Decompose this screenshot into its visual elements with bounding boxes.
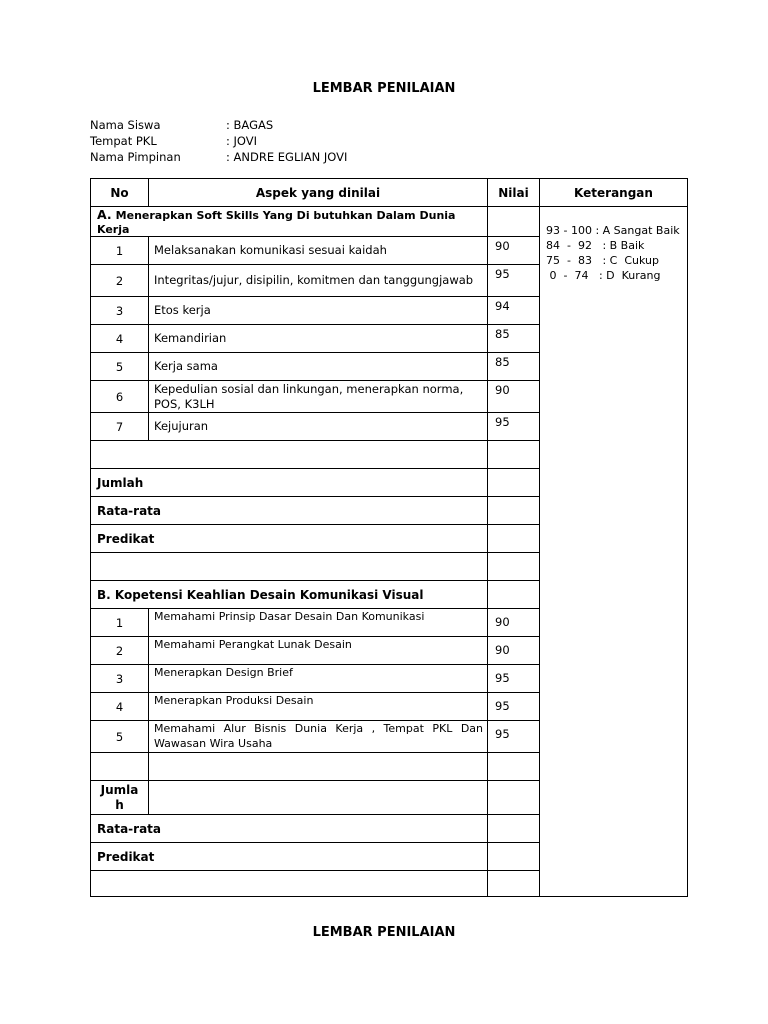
- row-no: 1: [91, 237, 149, 265]
- jumlah-b-aspek: [149, 781, 488, 815]
- legend-d: 0 - 74 : D Kurang: [546, 269, 661, 282]
- row-aspek: Kemandirian: [149, 325, 488, 353]
- rata-b-label: Rata-rata: [91, 815, 488, 843]
- row-no: 2: [91, 637, 149, 665]
- section-a-prefix: A.: [97, 207, 112, 222]
- legend-b: 84 - 92 : B Baik: [546, 239, 645, 252]
- header-keterangan: Keterangan: [540, 179, 688, 207]
- table-header-row: [91, 179, 688, 207]
- section-a-text: Menerapkan Soft Skills Yang Di butuhkan Dalam Dunia Kerja: [97, 209, 456, 236]
- student-name-label: Nama Siswa: [90, 118, 161, 132]
- empty-nilai: [488, 441, 540, 469]
- row-nilai: 90: [488, 609, 540, 637]
- row-no: 2: [91, 265, 149, 297]
- header-aspek: Aspek yang dinilai: [149, 179, 488, 207]
- row-nilai: 95: [488, 413, 540, 441]
- section-b-title: B. Kopetensi Keahlian Desain Komunikasi Visual: [91, 581, 488, 609]
- empty-cell: [91, 871, 488, 897]
- page-title: LEMBAR PENILAIAN: [312, 81, 456, 96]
- row-aspek: Memahami Alur Bisnis Dunia Kerja , Tempat PKL Dan Wawasan Wira Usaha: [149, 721, 488, 753]
- empty-nilai: [488, 871, 540, 897]
- row-aspek: Etos kerja: [149, 297, 488, 325]
- pkl-place-label: Tempat PKL: [90, 134, 157, 148]
- jumlah-b-label-line1: Jumla: [100, 782, 139, 797]
- row-aspek: Memahami Prinsip Dasar Desain Dan Komunikasi: [149, 609, 488, 637]
- row-no: 6: [91, 381, 149, 413]
- empty-cell: [149, 753, 488, 781]
- jumlah-b-nilai: [488, 781, 540, 815]
- row-nilai: 90: [488, 637, 540, 665]
- empty-cell: [91, 441, 488, 469]
- section-a-row: [91, 207, 688, 237]
- row-nilai: 95: [488, 693, 540, 721]
- assessment-table: [90, 178, 688, 897]
- section-b-nilai: [488, 581, 540, 609]
- row-aspek: Integritas/jujur, disipilin, komitmen dan tanggungjawab: [149, 265, 488, 297]
- keterangan-legend: [540, 207, 688, 897]
- row-no: 7: [91, 413, 149, 441]
- rata-a-nilai: [488, 497, 540, 525]
- row-nilai: 90: [488, 237, 540, 265]
- predikat-b-nilai: [488, 843, 540, 871]
- row-nilai: 90: [488, 381, 540, 413]
- row-aspek: Kepedulian sosial dan linkungan, menerapkan norma, POS, K3LH: [149, 381, 488, 413]
- row-aspek: Menerapkan Produksi Desain: [149, 693, 488, 721]
- empty-nilai: [488, 553, 540, 581]
- rata-a-label: Rata-rata: [91, 497, 488, 525]
- jumlah-a-label: Jumlah: [91, 469, 488, 497]
- row-aspek: Kerja sama: [149, 353, 488, 381]
- row-nilai: 85: [488, 353, 540, 381]
- row-aspek: Melaksanakan komunikasi sesuai kaidah: [149, 237, 488, 265]
- legend-a: 93 - 100 : A Sangat Baik: [546, 224, 680, 237]
- rata-b-nilai: [488, 815, 540, 843]
- row-nilai: 94: [488, 297, 540, 325]
- row-aspek: Menerapkan Design Brief: [149, 665, 488, 693]
- row-nilai: 95: [488, 721, 540, 753]
- predikat-a-nilai: [488, 525, 540, 553]
- row-no: 3: [91, 665, 149, 693]
- row-nilai: 95: [488, 265, 540, 297]
- empty-cell: [91, 753, 149, 781]
- row-no: 5: [91, 721, 149, 753]
- header-no: No: [91, 179, 149, 207]
- section-a-nilai: [488, 207, 540, 237]
- row-nilai: 95: [488, 665, 540, 693]
- row-no: 3: [91, 297, 149, 325]
- row-no: 1: [91, 609, 149, 637]
- student-name-value: : BAGAS: [226, 118, 274, 132]
- predikat-a-label: Predikat: [91, 525, 488, 553]
- row-no: 4: [91, 325, 149, 353]
- row-no: 4: [91, 693, 149, 721]
- row-aspek: Kejujuran: [149, 413, 488, 441]
- header-nilai: Nilai: [488, 179, 540, 207]
- pkl-place-value: : JOVI: [226, 134, 258, 148]
- jumlah-b-label: [91, 781, 149, 815]
- row-aspek: Memahami Perangkat Lunak Desain: [149, 637, 488, 665]
- jumlah-a-nilai: [488, 469, 540, 497]
- legend-c: 75 - 83 : C Cukup: [546, 254, 659, 267]
- footer-title: LEMBAR PENILAIAN: [312, 925, 456, 940]
- supervisor-name-value: : ANDRE EGLIAN JOVI: [226, 150, 348, 164]
- supervisor-name-label: Nama Pimpinan: [90, 150, 181, 164]
- row-no: 5: [91, 353, 149, 381]
- row-nilai: 85: [488, 325, 540, 353]
- predikat-b-label: Predikat: [91, 843, 488, 871]
- section-a-title: [91, 207, 488, 237]
- empty-cell: [91, 553, 488, 581]
- student-info: [90, 118, 490, 166]
- empty-nilai: [488, 753, 540, 781]
- jumlah-b-label-line2: h: [115, 797, 124, 812]
